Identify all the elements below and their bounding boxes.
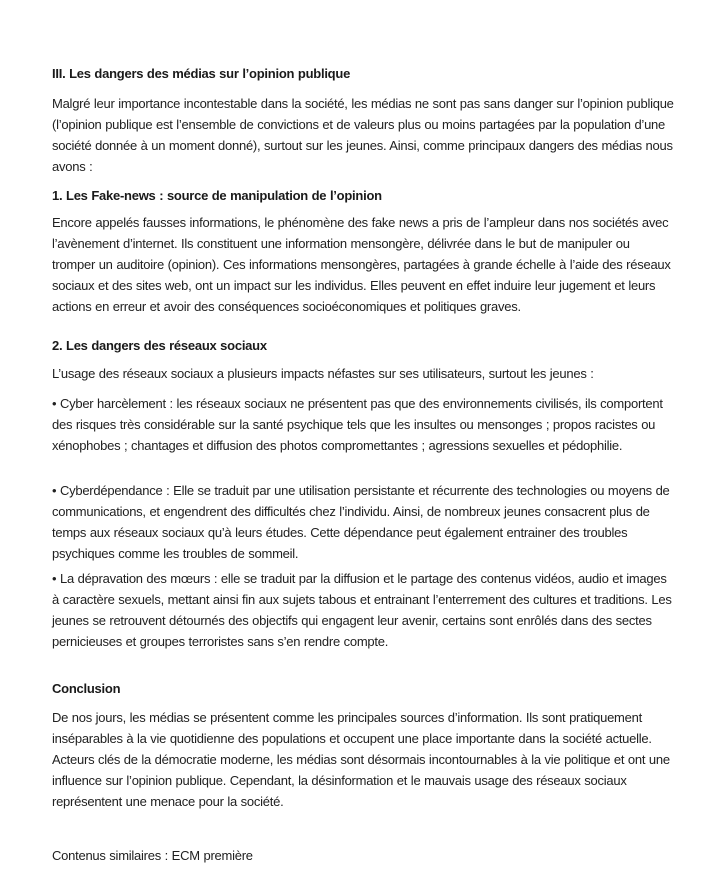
bullet-cyber-harcelement: • Cyber harcèlement : les réseaux sociaux ne présentent pas que des environnements civilisés, ils comportent des risques très considérable sur la santé psychique tels que les insultes ou mensonges ; propos racistes ou xénophobes ; chantages et diffusion des photos compromettantes ; agressions sexuelles et pédophilie. [52,396,663,453]
similar-content-note: Contenus similaires : ECM première [52,848,253,863]
paragraph-intro: Malgré leur importance incontestable dans la société, les médias ne sont pas sans danger sur l’opinion publique (l’opinion publique est l’ensemble de convictions et de valeurs plus ou moins partagées par la population d’une société donnée à un moment donné), surtout sur les jeunes. Ainsi, comme principaux dangers des médias nous avons : [52,96,674,174]
heading-fake-news: 1. Les Fake-news : source de manipulation de l’opinion [52,188,382,203]
paragraph-usage-reseaux: L’usage des réseaux sociaux a plusieurs impacts néfastes sur ses utilisateurs, surtout les jeunes : [52,366,594,381]
heading-reseaux-sociaux: 2. Les dangers des réseaux sociaux [52,338,267,353]
heading-conclusion: Conclusion [52,681,121,696]
bullet-cyberdependance: • Cyberdépendance : Elle se traduit par une utilisation persistante et récurrente des technologies ou moyens de communications, et engendrent des difficultés chez l’individu. Ainsi, de nombreux jeunes consacrent plus de temps aux réseaux sociaux qu’à leurs études. Cette dépendance peut également entrainer des troubles psychiques comme les troubles de sommeil. [52,483,670,561]
paragraph-fake-news: Encore appelés fausses informations, le phénomène des fake news a pris de l’ampleur dans nos sociétés avec l’avènement d’internet. Ils constituent une information mensongère, délivrée dans le but de manipuler ou tromper un auditoire (opinion). Ces informations mensongères, partagées à grande échelle à l’aide des réseaux sociaux et des sites web, ont un impact sur les individus. Elles peuvent en effet induire leur jugement et leurs actions en erreur et avoir des conséquences socioéconomiques et politiques graves. [52,215,671,314]
section-heading-dangers-medias: III. Les dangers des médias sur l’opinion publique [52,66,351,81]
bullet-depravation-moeurs: • La dépravation des mœurs : elle se traduit par la diffusion et le partage des contenus vidéos, audio et images à caractère sexuels, mettant ainsi fin aux sujets tabous et entrainant l’enterrement des cultures et traditions. Les jeunes se retrouvent détournés des objectifs qui engagent leur avenir, certains sont enrôlés dans des sectes pernicieuses et groupes terroristes sans s’en rendre compte. [52,571,672,649]
paragraph-conclusion: De nos jours, les médias se présentent comme les principales sources d’information. Ils sont pratiquement inséparables à la vie quotidienne des populations et occupent une place importante dans la société actuelle. Acteurs clés de la démocratie moderne, les médias sont désormais incontournables à la vie politique et ont une influence sur l’opinion publique. Cependant, la désinformation et le mauvais usage des réseaux sociaux représentent une menace pour la société. [52,710,670,809]
